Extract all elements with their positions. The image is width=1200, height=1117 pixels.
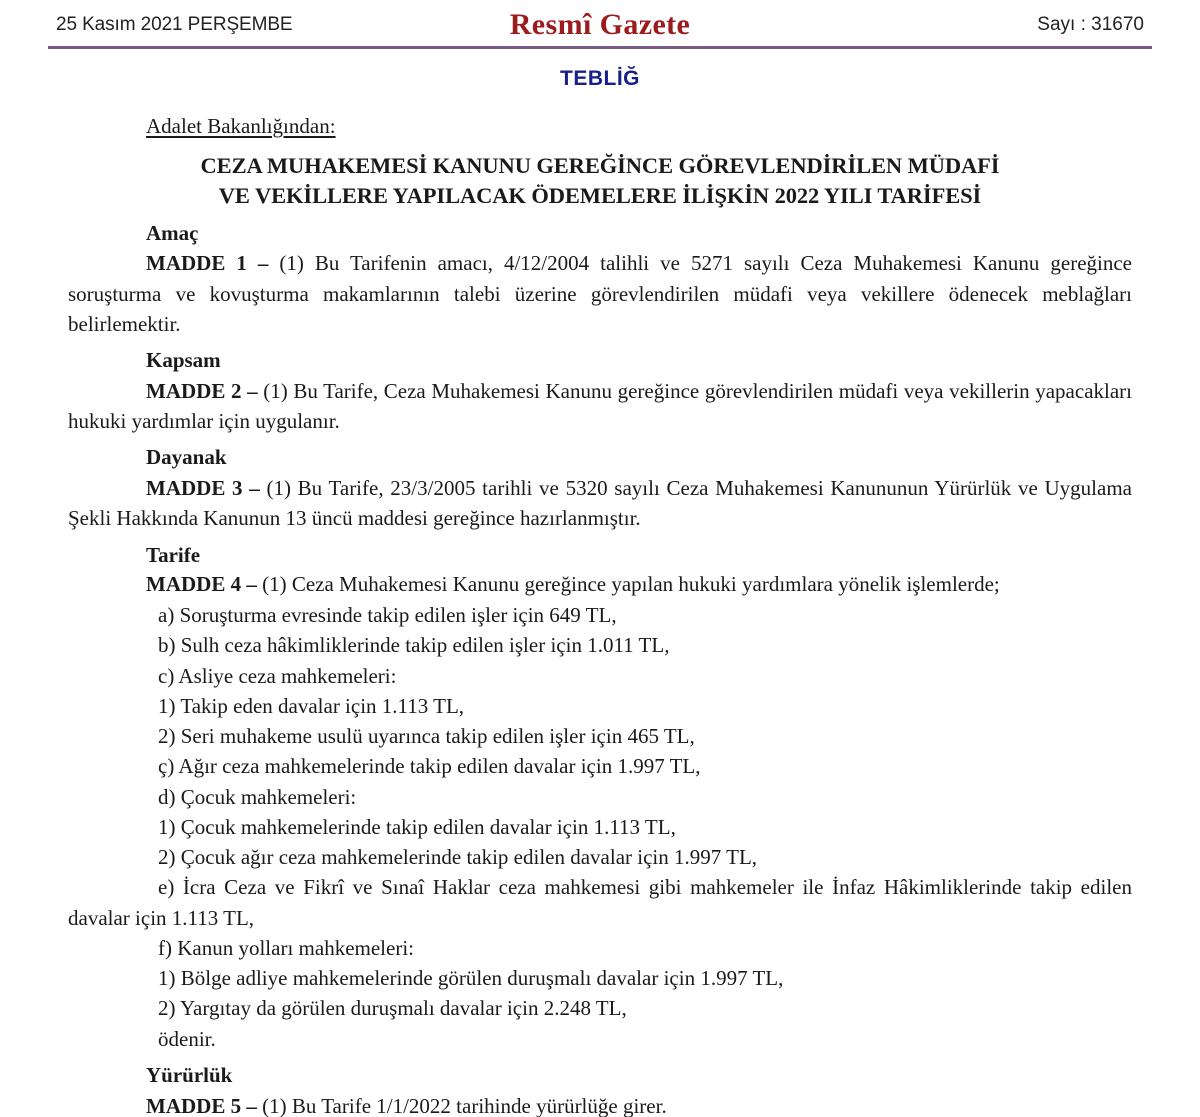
- section-label-teblig: TEBLİĞ: [560, 67, 640, 90]
- document-body: [68, 113, 1132, 1117]
- masthead: [48, 0, 1152, 46]
- heading-kapsam: Kapsam: [146, 348, 221, 373]
- list-item: 2) Çocuk ağır ceza mahkemelerinde takip edilen davalar için 1.997 TL,: [158, 845, 758, 870]
- madde-label-3: MADDE 3 –: [146, 476, 267, 501]
- list-item: 1) Çocuk mahkemelerinde takip edilen davalar için 1.113 TL,: [158, 814, 676, 839]
- list-item: d) Çocuk mahkemeleri:: [158, 784, 357, 809]
- page-title-line-1: CEZA MUHAKEMESİ KANUNU GEREĞİNCE GÖREVLENDİRİLEN MÜDAFİ: [200, 153, 1000, 179]
- madde-text-5: (1) Bu Tarife 1/1/2022 tarihinde yürürlüğe girer.: [262, 1093, 667, 1117]
- list-item: f) Kanun yolları mahkemeleri:: [158, 935, 414, 960]
- madde-label-5: MADDE 5 –: [146, 1093, 263, 1117]
- masthead-date: 25 Kasım 2021 PERŞEMBE: [56, 14, 293, 35]
- list-item: 2) Seri muhakeme usulü uyarınca takip edilen işler için 465 TL,: [158, 724, 695, 749]
- page-title-line-2: VE VEKİLLERE YAPILACAK ÖDEMELERE İLİŞKİN 2022 YILI TARİFESİ: [218, 183, 982, 209]
- paragraph-madde-1: [68, 248, 1132, 339]
- heading-dayanak: Dayanak: [146, 445, 227, 470]
- masthead-divider: [48, 46, 1152, 49]
- issuing-authority: Adalet Bakanlığından:: [146, 114, 336, 138]
- madde-label-1: MADDE 1 –: [146, 251, 280, 276]
- list-item: 1) Bölge adliye mahkemelerinde görülen duruşmalı davalar için 1.997 TL,: [158, 966, 784, 991]
- list-item: ödenir.: [158, 1026, 216, 1051]
- gazette-title: Resmî Gazete: [509, 8, 691, 41]
- heading-tarife: Tarife: [146, 542, 201, 567]
- page-title: [68, 151, 1132, 211]
- paragraph-madde-4: [68, 570, 1132, 600]
- paragraph-madde-3: [68, 473, 1132, 533]
- list-item: c) Asliye ceza mahkemeleri:: [158, 663, 397, 688]
- list-item: b) Sulh ceza hâkimliklerinde takip edilen işler için 1.011 TL,: [158, 633, 670, 658]
- list-item: ç) Ağır ceza mahkemelerinde takip edilen davalar için 1.997 TL,: [158, 754, 701, 779]
- madde-text-2: (1) Bu Tarife, Ceza Muhakemesi Kanunu gereğince görevlendirilen müdafi veya vekillerin yapacakları hukuki yardımlar için uygulanır.: [68, 378, 1132, 434]
- list-item: a) Soruşturma evresinde takip edilen işler için 649 TL,: [158, 603, 617, 628]
- tarife-item-list: [68, 600, 1132, 1054]
- madde-text-1: (1) Bu Tarifenin amacı, 4/12/2004 talihli ve 5271 sayılı Ceza Muhakemesi Kanunu gereğince soruşturma ve kovuşturma makamlarının talebi üzerine görevlendirilen müdafi veya vekillere ödenecek meblağları belirlemektir.: [68, 251, 1132, 336]
- list-item: 1) Takip eden davalar için 1.113 TL,: [158, 693, 465, 718]
- list-item: 2) Yargıtay da görülen duruşmalı davalar için 2.248 TL,: [158, 996, 627, 1021]
- heading-yururluk: Yürürlük: [146, 1062, 233, 1087]
- paragraph-madde-2: [68, 376, 1132, 436]
- madde-text-3: (1) Bu Tarife, 23/3/2005 tarihli ve 5320 sayılı Ceza Muhakemesi Kanununun Yürürlük ve Uygulama Şekli Hakkında Kanunun 13 üncü maddesi gereğince hazırlanmıştır.: [68, 476, 1132, 531]
- madde-label-4: MADDE 4 –: [146, 572, 263, 597]
- masthead-issue-number: Sayı : 31670: [1037, 14, 1144, 35]
- heading-amac: Amaç: [146, 220, 199, 245]
- madde-label-2: MADDE 2 –: [146, 378, 264, 403]
- list-item: e) İcra Ceza ve Fikrî ve Sınaî Haklar ceza mahkemesi gibi mahkemeler ile İnfaz Hâkimliklerinde takip edilen davalar için 1.113 TL,: [68, 875, 1132, 930]
- madde-text-4: (1) Ceza Muhakemesi Kanunu gereğince yapılan hukuki yardımlara yönelik işlemlerde;: [262, 572, 1000, 597]
- paragraph-madde-5: [68, 1091, 1132, 1117]
